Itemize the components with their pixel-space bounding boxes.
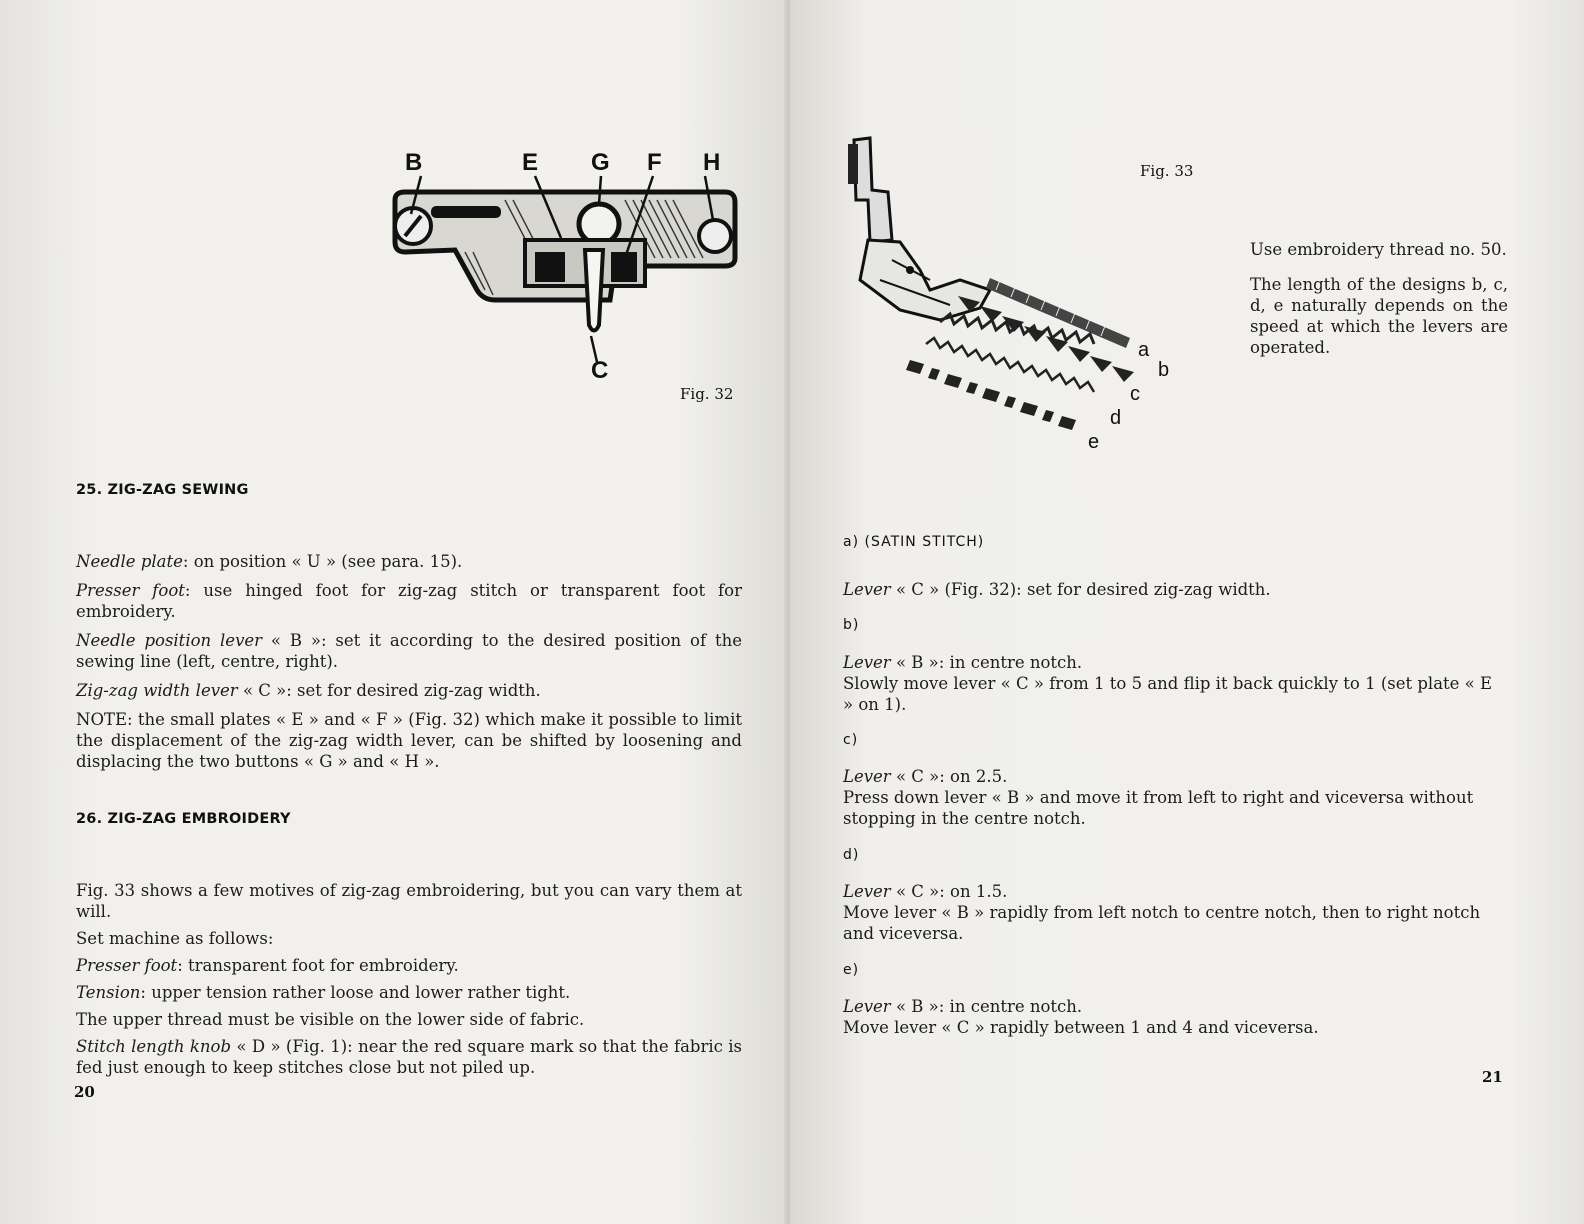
left-page — [0, 0, 790, 1224]
item-d-label: d) — [843, 847, 860, 863]
item-c-lever-text: « C »: on 2.5. — [890, 767, 1008, 786]
fig32-label-B: B — [405, 149, 423, 176]
item-a-lever — [843, 579, 1503, 600]
fig33-caption: Fig. 33 — [1140, 162, 1194, 180]
fig32-label-F: F — [647, 149, 662, 176]
page-number-left: 20 — [74, 1083, 95, 1101]
item-c-lever-label: Lever — [843, 767, 891, 786]
fig33-label-e: e — [1088, 431, 1100, 453]
item-c-lever — [843, 766, 1505, 787]
stitch-length-text: « D » (Fig. 1): near the red square mark so that the fabric is fed just enough to keep stitches close but not piled up. — [76, 1037, 742, 1077]
item-d-lever-label: Lever — [843, 882, 891, 901]
presser-foot-text: : use hinged foot for zig-zag stitch or transparent foot for embroidery. — [76, 581, 742, 621]
section-25-heading: 25. ZIG-ZAG SEWING — [76, 482, 249, 498]
right-page — [790, 0, 1584, 1224]
fig33-label-c: c — [1130, 383, 1140, 405]
item-c-label: c) — [843, 732, 859, 748]
item-b-text: Slowly move lever « C » from 1 to 5 and flip it back quickly to 1 (set plate « E » on 1). — [843, 674, 1493, 714]
fig32-label-E: E — [522, 149, 539, 176]
needle-position-text: « B »: set it according to the desired position of the sewing line (left, centre, right). — [76, 631, 742, 671]
item-c-text: Press down lever « B » and move it from left to right and viceversa without stopping in the centre notch. — [843, 788, 1474, 828]
presser-foot-embroidery-label: Presser foot — [76, 956, 178, 975]
needle-plate-label: Needle plate — [76, 552, 183, 571]
presser-foot-embroidery-line — [76, 955, 742, 976]
length-note: The length of the designs b, c, d, e naturally depends on the speed at which the levers are operated. — [1250, 275, 1508, 357]
item-c-body — [843, 766, 1505, 829]
needle-plate-line — [76, 551, 742, 572]
section-26-intro: Fig. 33 shows a few motives of zig-zag embroidering, but you can vary them at will. — [76, 881, 742, 921]
item-b-label: b) — [843, 617, 860, 633]
presser-foot-line — [76, 580, 742, 622]
pattern-a-satin — [986, 278, 1130, 348]
item-e-text: Move lever « C » rapidly between 1 and 4 and viceversa. — [843, 1018, 1319, 1037]
fig33-label-b: b — [1158, 359, 1170, 381]
thread-note: Use embroidery thread no. 50. — [1250, 240, 1507, 259]
item-e-lever-text: « B »: in centre notch. — [890, 997, 1083, 1016]
section-26-body — [76, 880, 742, 1078]
item-d-body — [843, 881, 1505, 944]
stitch-length-line — [76, 1036, 742, 1078]
item-a-label: a) (SATIN STITCH) — [843, 534, 985, 550]
zigzag-width-line — [76, 680, 742, 701]
item-e-lever — [843, 996, 1505, 1017]
item-b-lever-label: Lever — [843, 653, 891, 672]
pattern-e-blocks — [906, 360, 1076, 430]
presser-foot-label: Presser foot — [76, 581, 185, 600]
tension-label: Tension — [76, 983, 141, 1002]
item-b-body — [843, 652, 1505, 715]
item-d-lever-text: « C »: on 1.5. — [890, 882, 1008, 901]
tension-line — [76, 982, 742, 1003]
fig32-label-C: C — [591, 357, 609, 380]
item-a-lever-label: Lever — [843, 580, 891, 599]
item-b-lever — [843, 652, 1505, 673]
needle-plate-text: : on position « U » (see para. 15). — [182, 552, 463, 571]
item-b-lever-text: « B »: in centre notch. — [890, 653, 1083, 672]
item-e-lever-label: Lever — [843, 997, 891, 1016]
needle-position-line — [76, 630, 742, 672]
zigzag-width-text: « C »: set for desired zig-zag width. — [237, 681, 541, 700]
needle-position-label: Needle position lever — [76, 631, 263, 650]
fig32-label-G: G — [591, 149, 610, 176]
fig33-label-a: a — [1138, 339, 1150, 361]
item-d-text: Move lever « B » rapidly from left notch to centre notch, then to right notch and viceversa. — [843, 903, 1481, 943]
presser-foot-embroidery-text: : transparent foot for embroidery. — [177, 956, 459, 975]
fig33-label-d: d — [1110, 407, 1122, 429]
fig32-diagram — [385, 140, 745, 380]
fig32-label-H: H — [703, 149, 721, 176]
set-machine-line: Set machine as follows: — [76, 929, 274, 948]
page-number-right: 21 — [1482, 1068, 1503, 1086]
item-e-body — [843, 996, 1505, 1038]
note-paragraph: NOTE: the small plates « E » and « F » (Fig. 32) which make it possible to limit the displacement of the zig-zag width lever, can be shifted by loosening and displacing the two buttons « G » and « H ». — [76, 710, 742, 771]
upper-thread-line: The upper thread must be visible on the lower side of fabric. — [76, 1010, 585, 1029]
fig33-diagram — [840, 130, 1180, 460]
tension-text: : upper tension rather loose and lower rather tight. — [140, 983, 571, 1002]
item-d-lever — [843, 881, 1505, 902]
fig32-caption: Fig. 32 — [680, 385, 734, 403]
stitch-length-label: Stitch length knob — [76, 1037, 232, 1056]
item-a-lever-text: « C » (Fig. 32): set for desired zig-zag width. — [890, 580, 1271, 599]
section-26-heading: 26. ZIG-ZAG EMBROIDERY — [76, 811, 291, 827]
side-text — [1250, 239, 1508, 358]
section-25-body — [76, 551, 742, 772]
zigzag-width-label: Zig-zag width lever — [76, 681, 238, 700]
item-e-label: e) — [843, 962, 860, 978]
